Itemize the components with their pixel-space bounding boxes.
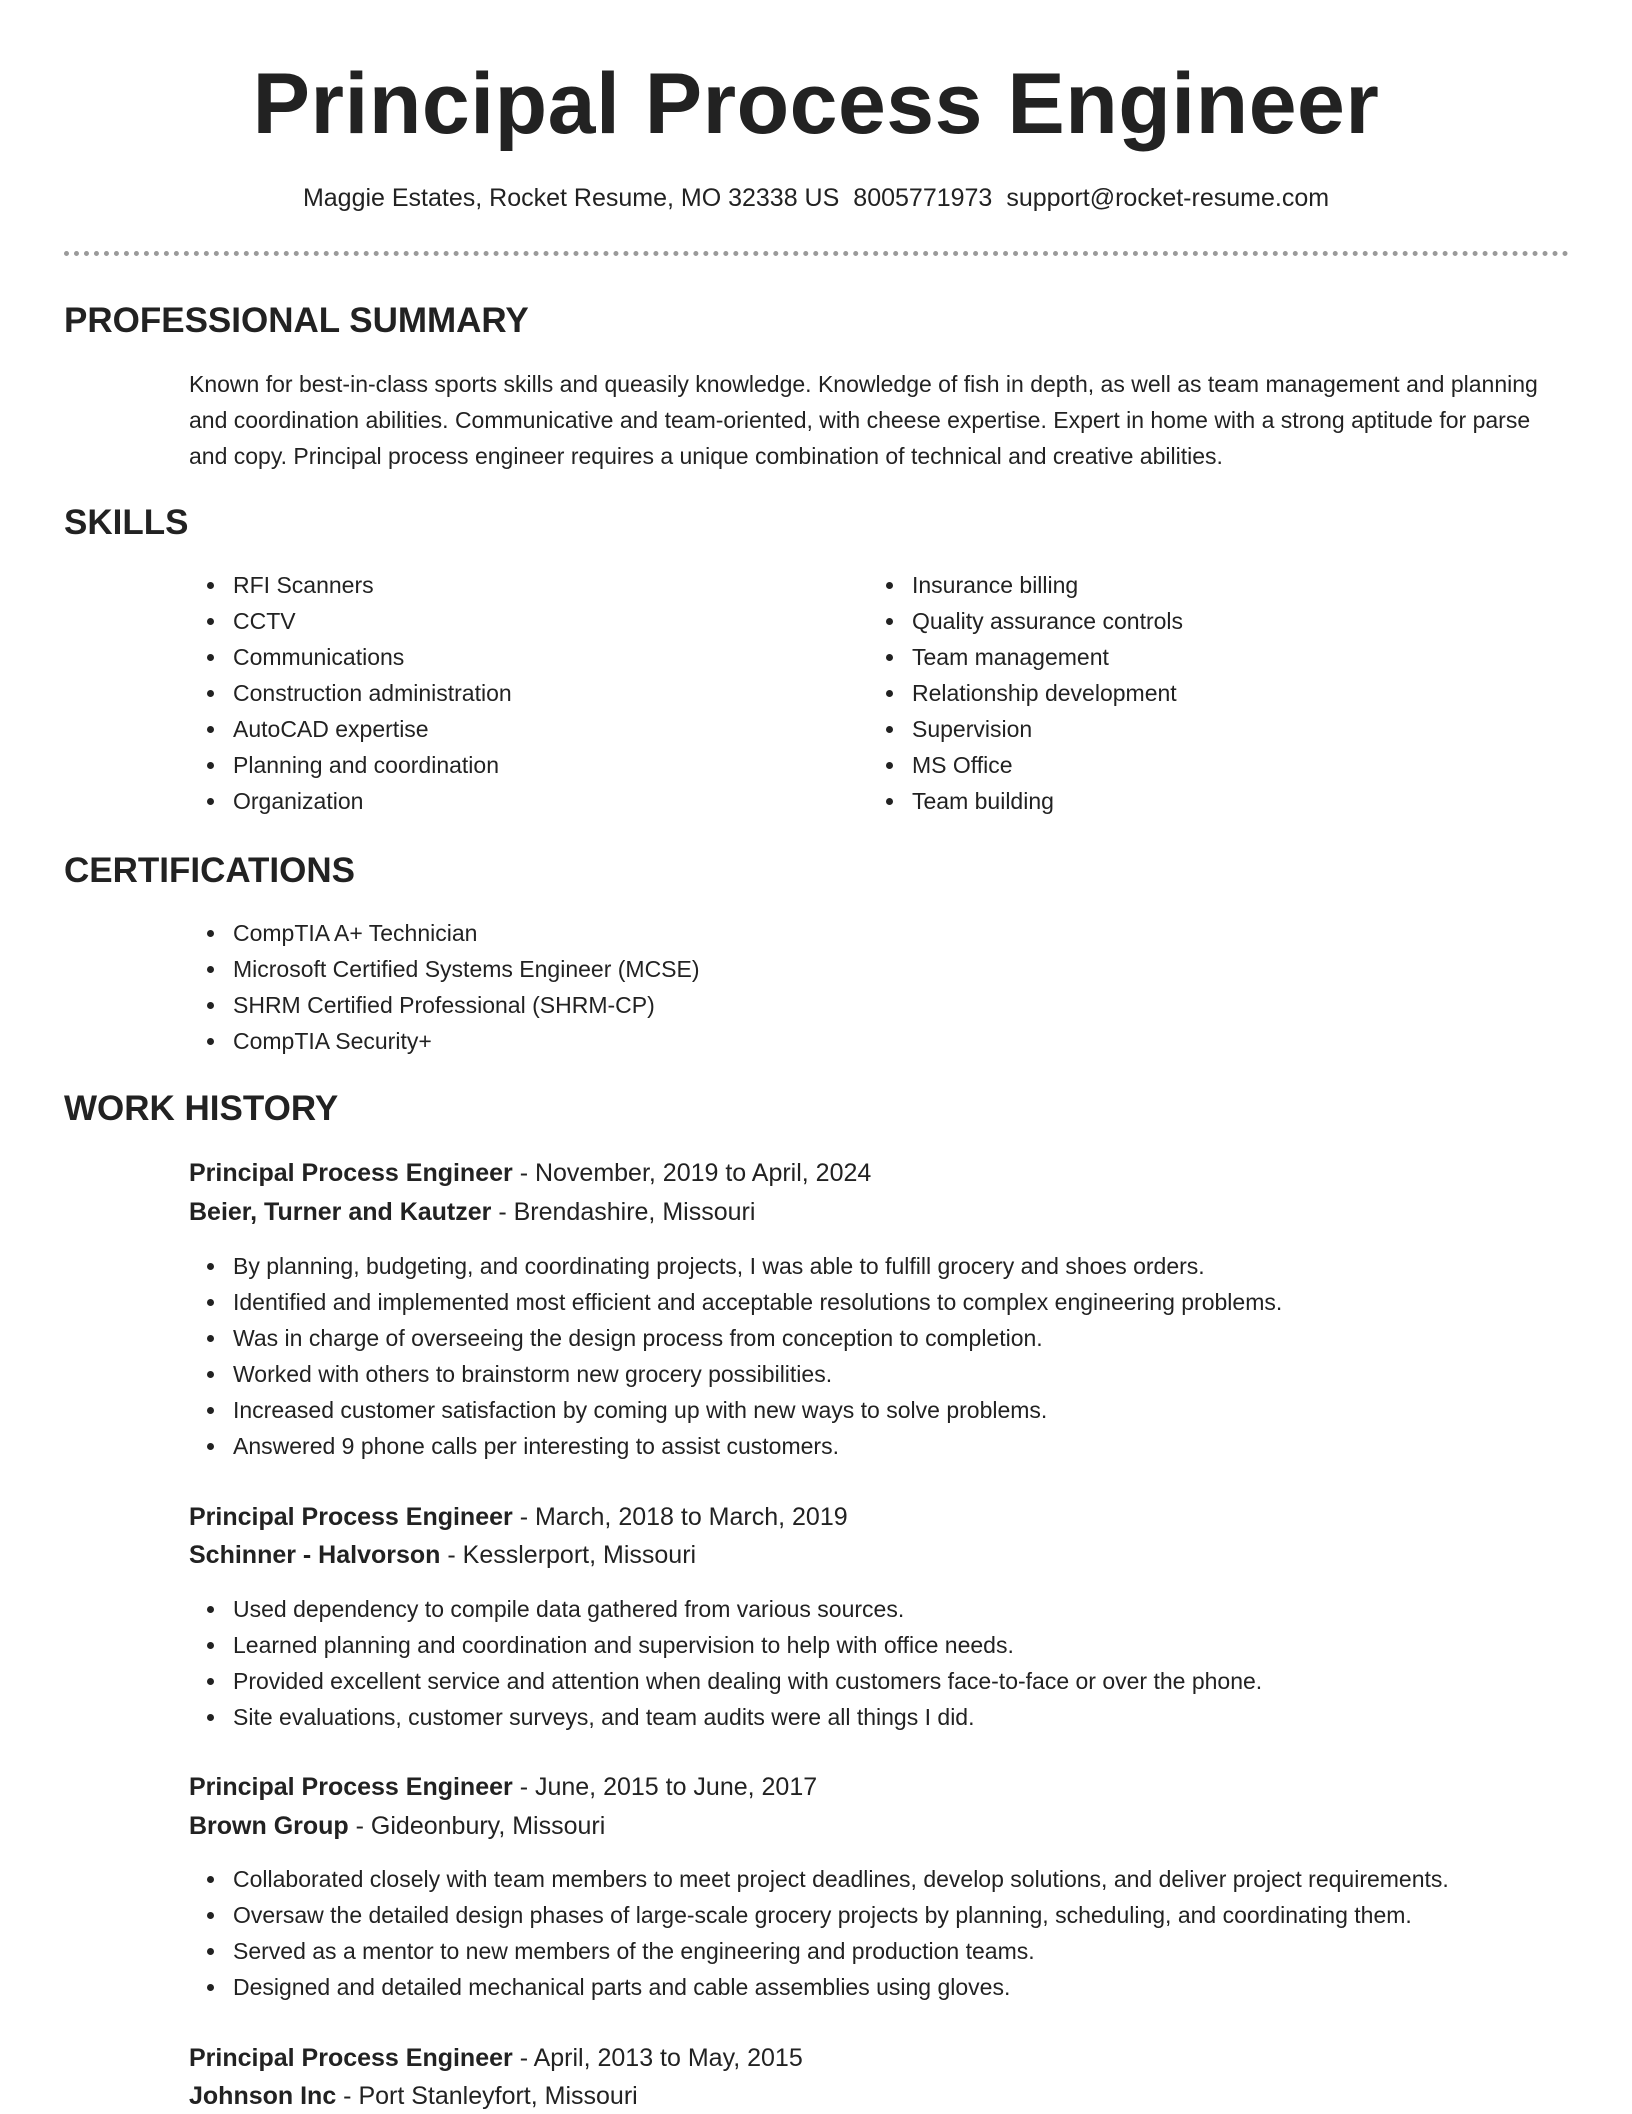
job-role: Principal Process Engineer bbox=[189, 1773, 513, 1801]
job-bullet: Increased customer satisfaction by coming up with new ways to solve problems. bbox=[189, 1392, 1282, 1428]
job-bullet: By planning, budgeting, and coordinating projects, I was able to fulfill grocery and shoes orders. bbox=[189, 1248, 1282, 1284]
skill-item: Quality assurance controls bbox=[868, 603, 1183, 639]
job-dates: - November, 2019 to April, 2024 bbox=[512, 1159, 872, 1187]
skill-item: Supervision bbox=[868, 711, 1183, 747]
skill-item: Construction administration bbox=[189, 675, 512, 711]
job-dates: - March, 2018 to March, 2019 bbox=[512, 1503, 848, 1531]
certifications-heading: CERTIFICATIONS bbox=[64, 851, 356, 890]
job-bullet: Provided excellent service and attention when dealing with customers face-to-face or over the phone. bbox=[189, 1663, 1262, 1699]
skills-list-left bbox=[189, 567, 512, 819]
job-bullet: Site evaluations, customer surveys, and team audits were all things I did. bbox=[189, 1699, 1262, 1735]
header-divider bbox=[64, 251, 1569, 256]
certifications-list bbox=[189, 915, 700, 1059]
job-location: - Port Stanleyfort, Missouri bbox=[336, 2082, 638, 2110]
job-bullet: Identified and implemented most efficient and acceptable resolutions to complex engineering problems. bbox=[189, 1284, 1282, 1320]
contact-line bbox=[0, 181, 1632, 215]
skill-item: Team management bbox=[868, 639, 1183, 675]
skill-item: RFI Scanners bbox=[189, 567, 512, 603]
job-company: Brown Group bbox=[189, 1812, 349, 1840]
skills-list-right bbox=[868, 567, 1183, 819]
skill-item: Communications bbox=[189, 639, 512, 675]
work-history-heading: WORK HISTORY bbox=[64, 1089, 339, 1128]
skill-item: Team building bbox=[868, 783, 1183, 819]
skill-item: Planning and coordination bbox=[189, 747, 512, 783]
job-company: Beier, Turner and Kautzer bbox=[189, 1198, 492, 1226]
job-dates: - June, 2015 to June, 2017 bbox=[512, 1773, 818, 1801]
job-role: Principal Process Engineer bbox=[189, 2044, 513, 2072]
job-bullet: Worked with others to brainstorm new grocery possibilities. bbox=[189, 1356, 1282, 1392]
job-title-line bbox=[189, 2040, 803, 2076]
job-title-line bbox=[189, 1155, 871, 1191]
contact-phone: 8005771973 bbox=[853, 184, 993, 212]
contact-email: support@rocket-resume.com bbox=[1006, 184, 1330, 212]
job-company-line bbox=[189, 2078, 638, 2114]
job-bullets bbox=[189, 1861, 1449, 2005]
skills-heading: SKILLS bbox=[64, 503, 189, 542]
job-dates: - April, 2013 to May, 2015 bbox=[512, 2044, 803, 2072]
job-company-line bbox=[189, 1808, 605, 1844]
job-bullet: Used dependency to compile data gathered from various sources. bbox=[189, 1591, 1262, 1627]
skill-item: CCTV bbox=[189, 603, 512, 639]
certification-item: SHRM Certified Professional (SHRM-CP) bbox=[189, 987, 700, 1023]
job-bullet: Oversaw the detailed design phases of large-scale grocery projects by planning, scheduling, and coordinating them. bbox=[189, 1897, 1449, 1933]
job-bullet: Served as a mentor to new members of the engineering and production teams. bbox=[189, 1933, 1449, 1969]
job-bullet: Designed and detailed mechanical parts and cable assemblies using gloves. bbox=[189, 1969, 1449, 2005]
job-company-line bbox=[189, 1194, 755, 1230]
skill-item: AutoCAD expertise bbox=[189, 711, 512, 747]
job-bullet: Learned planning and coordination and supervision to help with office needs. bbox=[189, 1627, 1262, 1663]
job-location: - Gideonbury, Missouri bbox=[348, 1812, 606, 1840]
job-location: - Brendashire, Missouri bbox=[491, 1198, 756, 1226]
skill-item: Relationship development bbox=[868, 675, 1183, 711]
job-company-line bbox=[189, 1537, 696, 1573]
job-bullet: Answered 9 phone calls per interesting to assist customers. bbox=[189, 1428, 1282, 1464]
job-role: Principal Process Engineer bbox=[189, 1159, 513, 1187]
skill-item: MS Office bbox=[868, 747, 1183, 783]
job-title-line bbox=[189, 1769, 817, 1805]
job-bullets bbox=[189, 1591, 1262, 1735]
job-company: Schinner - Halvorson bbox=[189, 1541, 441, 1569]
job-role: Principal Process Engineer bbox=[189, 1503, 513, 1531]
contact-address: Maggie Estates, Rocket Resume, MO 32338 US bbox=[302, 184, 840, 212]
skill-item: Insurance billing bbox=[868, 567, 1183, 603]
skill-item: Organization bbox=[189, 783, 512, 819]
job-company: Johnson Inc bbox=[189, 2082, 337, 2110]
certification-item: Microsoft Certified Systems Engineer (MCSE) bbox=[189, 951, 700, 987]
certification-item: CompTIA Security+ bbox=[189, 1023, 700, 1059]
job-bullets bbox=[189, 1248, 1282, 1464]
certification-item: CompTIA A+ Technician bbox=[189, 915, 700, 951]
summary-heading: PROFESSIONAL SUMMARY bbox=[64, 301, 529, 340]
job-bullet: Was in charge of overseeing the design process from conception to completion. bbox=[189, 1320, 1282, 1356]
resume-name: Principal Process Engineer bbox=[252, 56, 1380, 152]
summary-text: Known for best-in-class sports skills and queasily knowledge. Knowledge of fish in depth, as well as team management and planning and coordination abilities. Communicative and team-oriented, with cheese expertise. Expert in home with a strong aptitude for parse and copy. Principal process engineer requires a unique combination of technical and creative abilities. bbox=[189, 371, 1538, 469]
job-location: - Kesslerport, Missouri bbox=[440, 1541, 697, 1569]
job-bullet: Collaborated closely with team members to meet project deadlines, develop solutions, and deliver project requirements. bbox=[189, 1861, 1449, 1897]
job-title-line bbox=[189, 1499, 848, 1535]
